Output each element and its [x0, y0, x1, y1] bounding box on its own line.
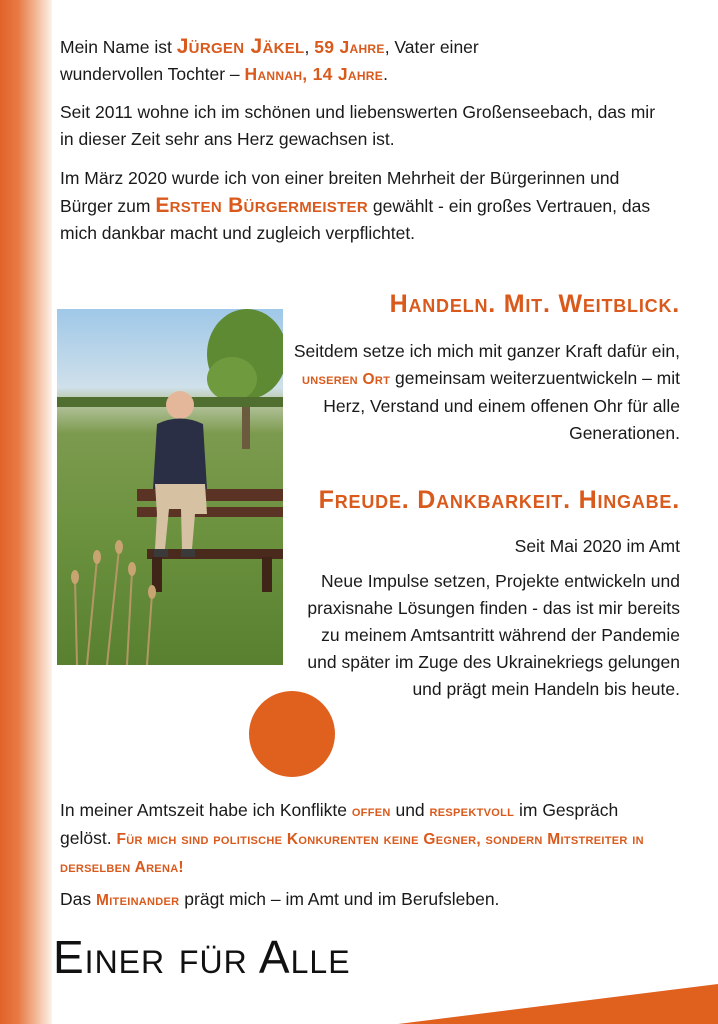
photo-illustration [57, 309, 283, 665]
intro-paragraph-3: Im März 2020 wurde ich von einer breiten Mehrheit der Bürgerinnen und Bürger zum Ersten Bürgermeister gewählt - ein großes Vertrauen, das mich dankbar macht und zugleich verpflichtet. [60, 168, 651, 243]
left-accent-bar [0, 0, 52, 1024]
closing-paragraph-2: Das Miteinander prägt mich – im Amt und im Berufsleben. [60, 889, 500, 909]
highlight-offen: offen [351, 803, 391, 820]
highlight-miteinander: Miteinander [95, 892, 180, 909]
highlight-quote: Für mich sind politische Konkurenten keine Gegner, sondern Mitstreiter in derselben Arena! [60, 831, 644, 876]
intro-paragraph-2: Seit 2011 wohne ich im schönen und liebenswerten Großenseebach, das mir in dieser Zeit sehr ans Herz gewachsen ist. [60, 102, 656, 149]
closing-paragraph-1: In meiner Amtszeit habe ich Konflikte offen und respektvoll im Gespräch gelöst. Für mich sind politische Konkurenten keine Gegner, sondern Mitstreiter in derselben Arena! [60, 800, 644, 876]
intro-paragraph-1: Mein Name ist Jürgen Jäkel, 59 Jahre, Vater einer wundervollen Tochter – Hannah, 14 Jahre. [60, 35, 479, 84]
section2-since: Seit Mai 2020 im Amt [514, 536, 680, 556]
daughter-info: Hannah, 14 Jahre [244, 64, 384, 84]
section-heading-freude: Freude. Dankbarkeit. Hingabe. [318, 486, 680, 514]
highlight-unseren-ort: unseren Ort [302, 371, 391, 388]
decorative-circle [249, 691, 335, 777]
highlight-respektvoll: respektvoll [429, 803, 515, 820]
section2-text: Neue Impulse setzen, Projekte entwickeln und praxisnahe Lösungen finden - das ist mir bereits zu meinem Amtsantritt während der Pandemie und später im Zuge des Ukrainekriegs gelungen und prägt mein Handeln bis heute. [307, 571, 680, 699]
candidate-age: 59 Jahre [314, 37, 385, 57]
slogan-title: Einer für Alle [53, 931, 351, 983]
candidate-photo [57, 309, 283, 665]
section-heading-weitblick: Handeln. Mit. Weitblick. [389, 290, 680, 318]
office-title: Ersten Bürgermeister [155, 194, 368, 217]
corner-accent [398, 984, 718, 1024]
section1-text: Seitdem setze ich mich mit ganzer Kraft dafür ein, unseren Ort gemeinsam weiterzuentwickeln – mit Herz, Verstand und einem offenen Ohr für alle Generationen. [293, 341, 680, 443]
candidate-name: Jürgen Jäkel [176, 35, 305, 58]
